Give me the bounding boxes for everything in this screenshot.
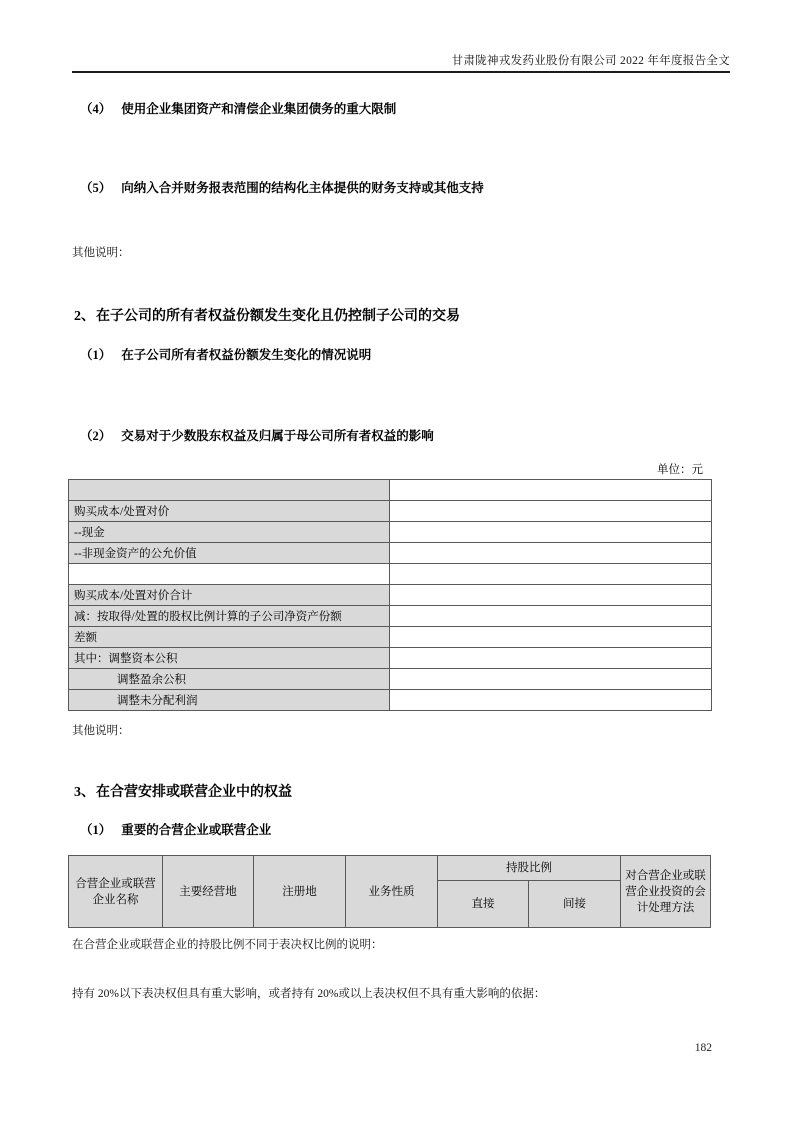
col-header-direct: 直接	[438, 881, 529, 928]
heading-3-1-label: （1）	[80, 823, 112, 837]
row-value	[390, 690, 712, 711]
other-note-2: 其他说明：	[72, 725, 130, 737]
row-label: --现金	[69, 522, 390, 543]
heading-3-label: 3、	[74, 785, 95, 800]
heading-3	[74, 781, 292, 801]
note-voting-ratio: 在合营企业或联营企业的持股比例不同于表决权比例的说明：	[72, 939, 383, 951]
row-label: 其中：调整资本公积	[69, 648, 390, 669]
row-value	[390, 543, 712, 564]
equity-change-table	[68, 479, 712, 711]
row-value	[390, 501, 712, 522]
row-label: 购买成本/处置对价合计	[69, 585, 390, 606]
heading-5-label: （5）	[80, 181, 112, 195]
header-rule	[72, 71, 730, 73]
heading-5	[80, 178, 484, 196]
row-value	[390, 564, 712, 585]
heading-2-title: 在子公司的所有者权益份额发生变化且仍控制子公司的交易	[96, 309, 460, 324]
col-header-main-place: 主要经营地	[163, 856, 254, 928]
table-row	[69, 564, 712, 585]
table-header-row	[69, 856, 711, 881]
heading-2	[74, 305, 460, 325]
row-value	[390, 585, 712, 606]
heading-4-title: 使用企业集团资产和清偿企业集团债务的重大限制	[121, 102, 397, 116]
heading-5-title: 向纳入合并财务报表范围的结构化主体提供的财务支持或其他支持	[121, 181, 484, 195]
heading-2-label: 2、	[74, 309, 95, 324]
row-label: 购买成本/处置对价	[69, 501, 390, 522]
row-value	[390, 480, 712, 501]
col-header-shareholding-ratio: 持股比例	[438, 856, 621, 881]
col-header-registered-place: 注册地	[254, 856, 346, 928]
heading-4	[80, 99, 396, 117]
row-label: --非现金资产的公允价值	[69, 543, 390, 564]
row-value	[390, 648, 712, 669]
col-header-name: 合营企业或联营企业名称	[69, 856, 163, 928]
page-header-title: 甘肃陇神戎发药业股份有限公司 2022 年年度报告全文	[451, 55, 730, 67]
heading-2-1-label: （1）	[80, 348, 112, 362]
heading-2-1	[80, 345, 371, 363]
table-row	[69, 690, 712, 711]
heading-2-1-title: 在子公司所有者权益份额发生变化的情况说明	[121, 348, 372, 362]
table-row	[69, 480, 712, 501]
row-value	[390, 669, 712, 690]
note-20-percent: 持有 20%以下表决权但具有重大影响，或者持有 20%或以上表决权但不具有重大影响的依据：	[72, 988, 546, 1000]
row-label: 减：按取得/处置的股权比例计算的子公司净资产份额	[69, 606, 390, 627]
heading-4-label: （4）	[80, 102, 112, 116]
unit-label: 单位：元	[657, 464, 703, 476]
heading-3-1	[80, 820, 271, 838]
table-row	[69, 501, 712, 522]
table-row	[69, 669, 712, 690]
col-header-accounting-method: 对合营企业或联营企业投资的会计处理方法	[621, 856, 711, 928]
table-row	[69, 648, 712, 669]
joint-venture-table	[68, 855, 711, 928]
heading-3-title: 在合营安排或联营企业中的权益	[96, 785, 292, 800]
row-label	[69, 480, 390, 501]
table-row	[69, 543, 712, 564]
col-header-indirect: 间接	[529, 881, 621, 928]
row-label: 调整盈余公积	[69, 669, 390, 690]
row-value	[390, 522, 712, 543]
table-row	[69, 606, 712, 627]
table-row	[69, 585, 712, 606]
row-value	[390, 627, 712, 648]
other-note-1: 其他说明：	[72, 247, 130, 259]
page-number: 182	[694, 1042, 712, 1054]
heading-2-2-label: （2）	[80, 429, 112, 443]
row-value	[390, 606, 712, 627]
heading-2-2	[80, 426, 434, 444]
heading-2-2-title: 交易对于少数股东权益及归属于母公司所有者权益的影响	[121, 429, 434, 443]
row-label	[69, 564, 390, 585]
table-row	[69, 522, 712, 543]
row-label: 差额	[69, 627, 390, 648]
heading-3-1-title: 重要的合营企业或联营企业	[121, 823, 272, 837]
table-row	[69, 627, 712, 648]
col-header-business-nature: 业务性质	[346, 856, 438, 928]
row-label: 调整未分配利润	[69, 690, 390, 711]
